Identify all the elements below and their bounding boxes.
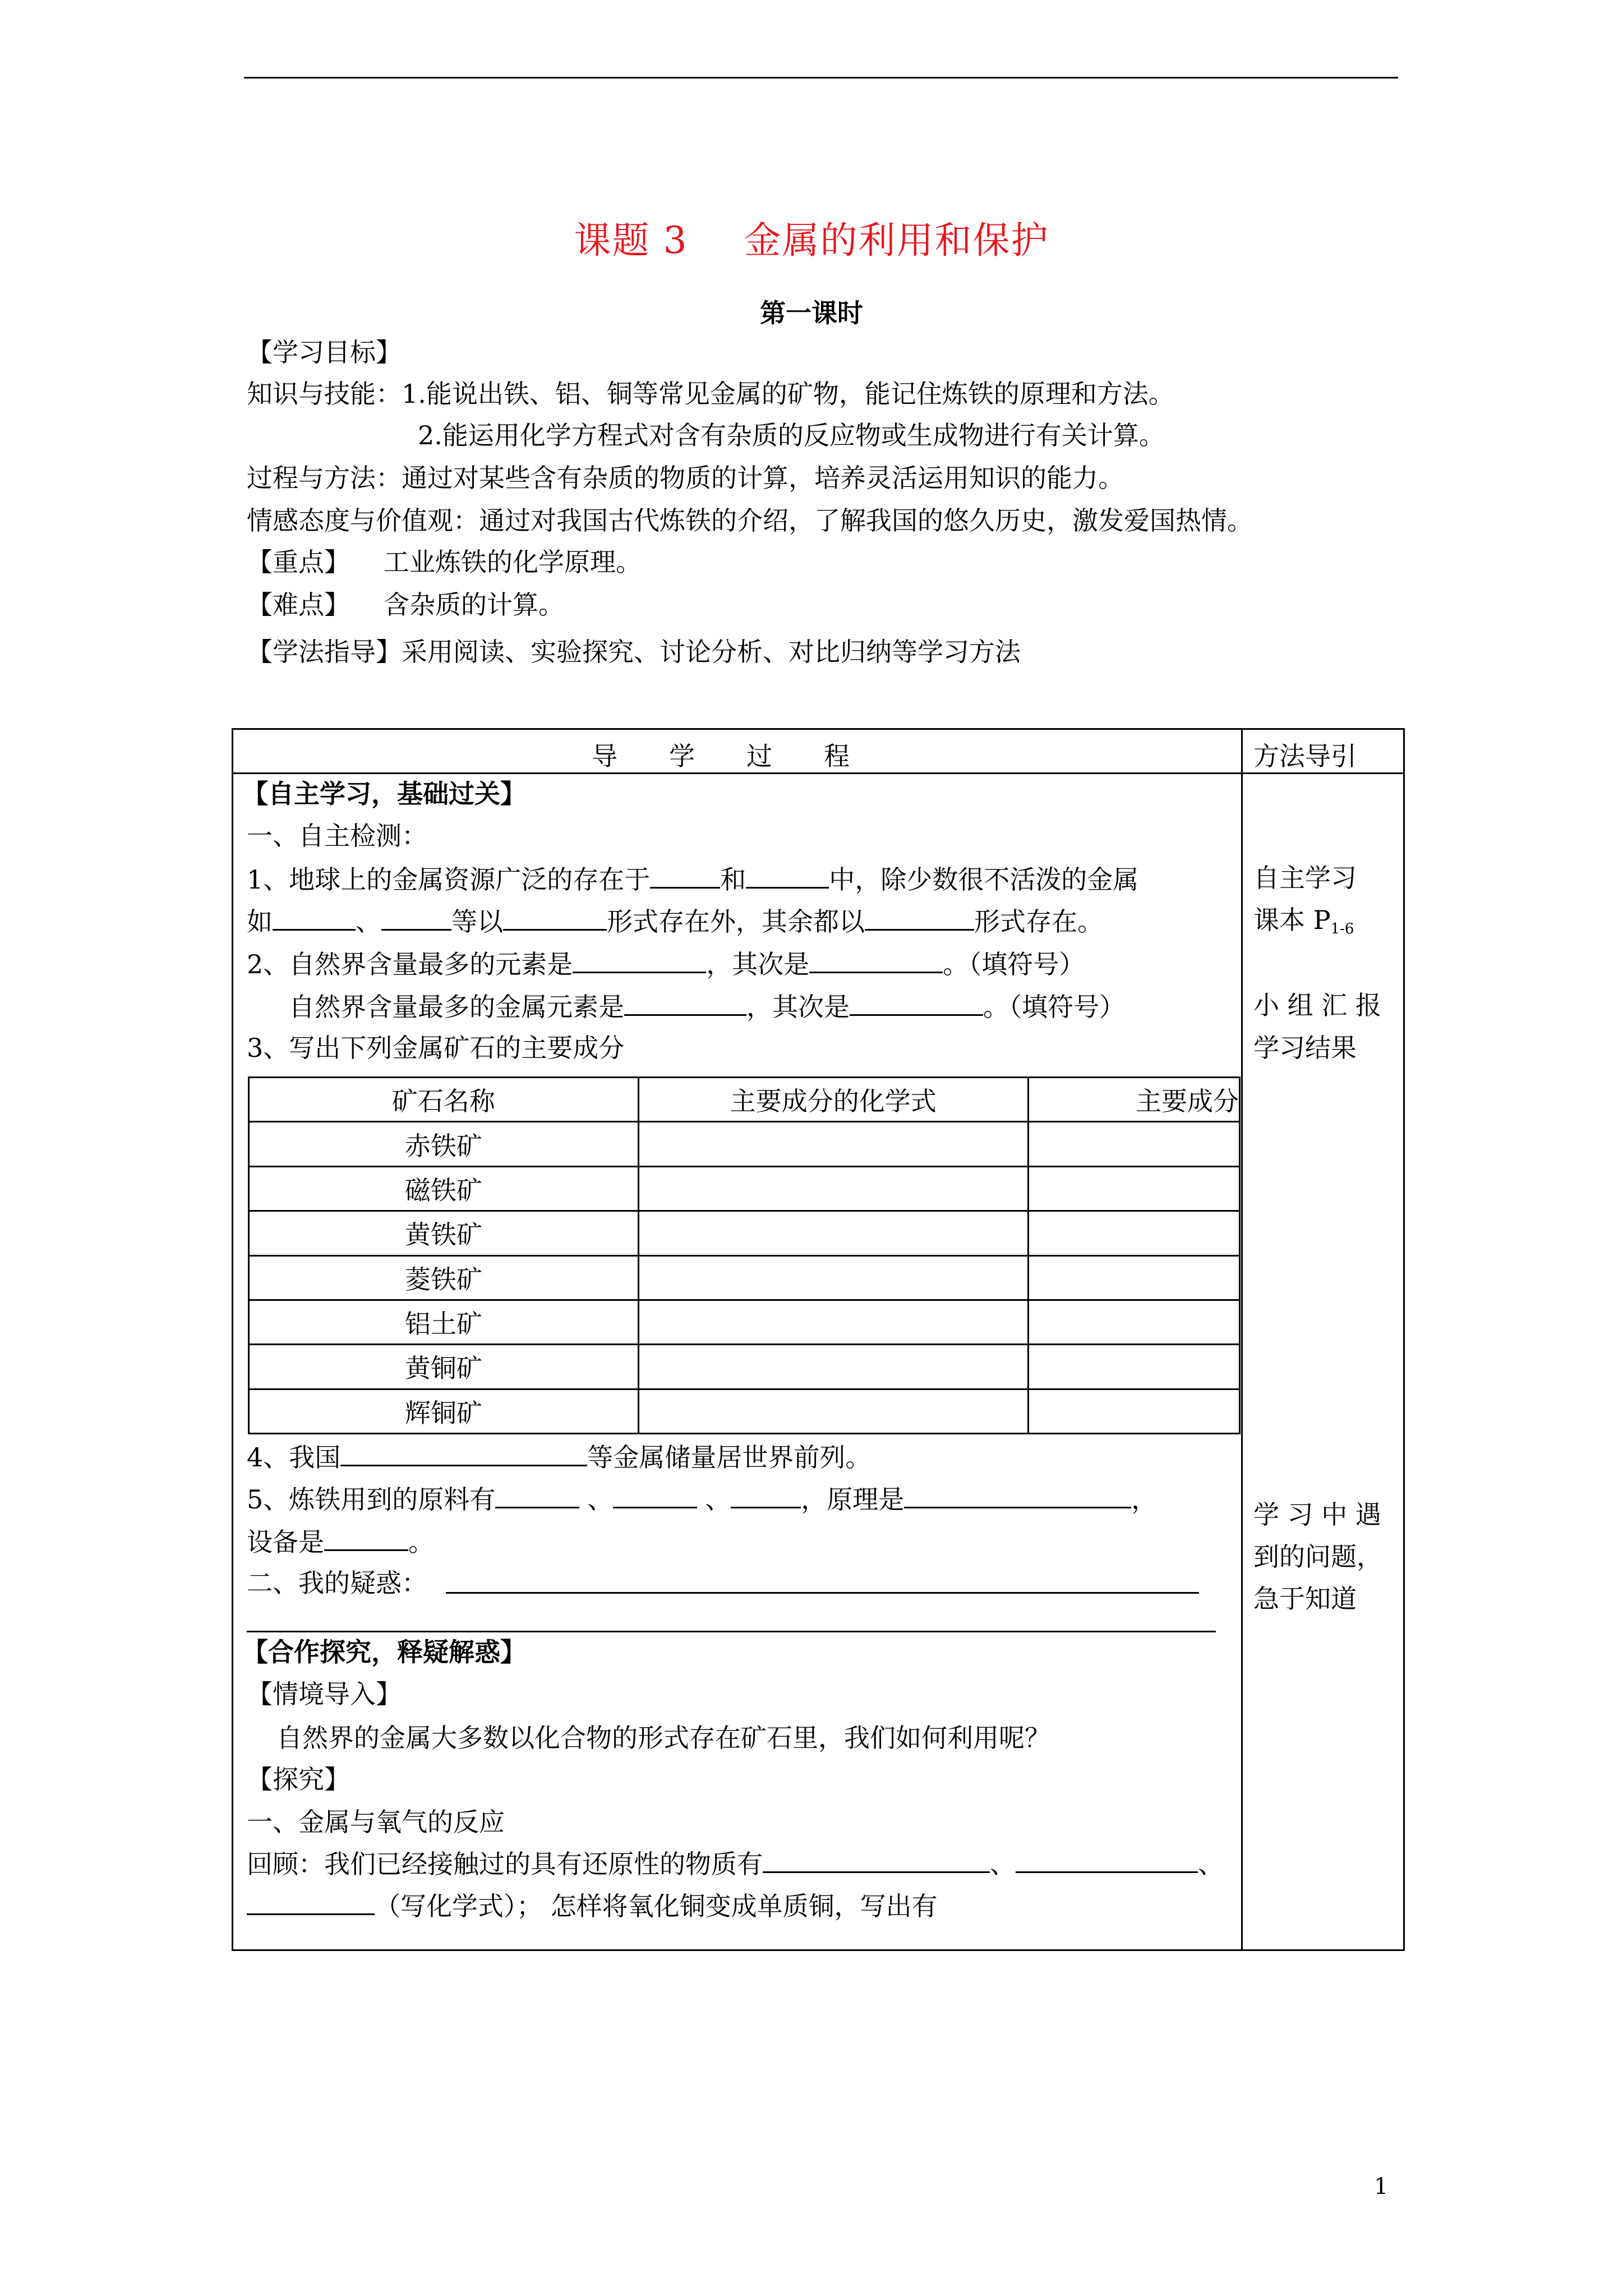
table-row [249,1122,1240,1166]
q5-blank-1[interactable] [495,1481,579,1508]
table-row [249,1211,1240,1255]
review-text-d: （写化学式）； 怎样将氧化铜变成单质铜，写出有 [375,1891,938,1921]
q4-text-b: 等金属储量居世界前列。 [587,1442,872,1473]
ore-formula-cell[interactable] [638,1345,1028,1389]
side-study-result: 学习结果 [1253,1033,1357,1063]
objective-knowledge-2: 2.能运用化学方程式对含有杂质的反应物或生成物进行有关计算。 [418,420,1165,450]
objective-process: 过程与方法：通过对某些含有杂质的物质的计算，培养灵活运用知识的能力。 [247,463,1124,493]
table-header-method: 方法导引 [1253,741,1357,771]
question-4 [247,1439,871,1474]
key-point-text: 工业炼铁的化学原理。 [384,547,642,577]
intro-label: 【情境导入】 [247,1679,402,1709]
q1-blank-2[interactable] [746,861,829,889]
review-line-1 [247,1847,1224,1881]
page-number: 1 [1374,2174,1389,2200]
review-line-2 [247,1889,938,1923]
review-blank-2[interactable] [1016,1849,1198,1873]
q2-blank-1[interactable] [573,946,706,973]
page-title [0,210,1623,264]
difficulty [247,588,564,622]
subtitle: 第一课时 [760,298,863,328]
q5-blank-5[interactable] [324,1524,408,1551]
q4-blank[interactable] [340,1439,587,1466]
doubt-blank-line-2[interactable] [247,1631,1216,1632]
intro-text: 自然界的金属大多数以化合物的形式存在矿石里，我们如何利用呢？ [276,1723,1050,1753]
q4-text-a: 4、我国 [247,1442,341,1473]
table-column-divider [1241,728,1243,1951]
q1-text-d: 如 [247,907,273,937]
q1-blank-5[interactable] [503,903,607,931]
q1-blank-6[interactable] [865,903,974,931]
table-row [249,1300,1240,1344]
ore-header-name: 矿石名称 [249,1078,639,1122]
q1-text-c: 中，除少数很不活泼的金属 [829,864,1139,895]
review-text-c: 、 [1198,1849,1224,1879]
ore-component-cell[interactable] [1028,1122,1239,1166]
q5-text-g: 。 [408,1527,434,1557]
q1-text-h: 形式存在。 [974,907,1103,937]
explore-section-1: 一、金属与氧气的反应 [247,1807,505,1837]
ore-name: 黄铁矿 [249,1211,639,1255]
ore-component-cell[interactable] [1028,1211,1239,1255]
ore-name: 铝土矿 [249,1300,639,1344]
side-group-report: 小 组 汇 报 [1253,990,1381,1020]
q1-text-g: 形式存在外，其余都以 [607,907,865,937]
q1-blank-4[interactable] [381,903,451,931]
question-5-line-2 [247,1524,434,1559]
ore-name: 辉铜矿 [249,1389,639,1433]
q2-blank-3[interactable] [624,988,746,1016]
q5-blank-3[interactable] [731,1481,801,1508]
side-problems-2: 到的问题， [1253,1542,1382,1572]
objective-knowledge-1: 知识与技能：1.能说出铁、铝、铜等常见金属的矿物，能记住炼铁的原理和方法。 [247,379,1174,409]
q2-text-f: 。（填符号） [983,992,1125,1022]
title-number: 课题 3 [574,219,688,262]
ore-component-cell[interactable] [1028,1389,1239,1433]
ore-formula-cell[interactable] [638,1211,1028,1255]
question-3: 3、写出下列金属矿石的主要成分 [247,1033,625,1063]
key-point-label: 【重点】 [247,547,350,577]
ore-header-formula: 主要成分的化学式 [638,1078,1028,1122]
side-textbook-pages: 1-6 [1330,921,1354,937]
doubt-blank-line-1[interactable] [446,1592,1199,1594]
question-2-line-1 [247,946,1085,981]
table-row [249,1345,1240,1389]
side-self-study: 自主学习 [1253,863,1357,893]
key-point [247,545,642,579]
ore-component-cell[interactable] [1028,1166,1239,1211]
header-rule [244,77,1398,79]
q2-text-e: ，其次是 [746,992,850,1022]
q5-text-b: 、 [587,1484,614,1515]
q5-blank-4[interactable] [904,1481,1131,1508]
ore-formula-cell[interactable] [638,1255,1028,1300]
q1-text-b: 和 [720,864,746,895]
difficulty-text: 含杂质的计算。 [384,590,564,620]
q1-text-a: 1、地球上的金属资源广泛的存在于 [247,864,651,895]
q1-blank-3[interactable] [273,903,356,931]
ore-name: 赤铁矿 [249,1122,639,1166]
q5-text-f: 设备是 [247,1527,324,1557]
q5-text-c: 、 [705,1484,731,1515]
q2-blank-2[interactable] [809,946,943,973]
question-2-line-2 [289,988,1125,1024]
difficulty-label: 【难点】 [247,590,350,620]
self-check-label: 一、自主检测： [247,821,427,851]
side-textbook-text: 课本 P [1253,905,1331,935]
table-row [249,1255,1240,1300]
ore-component-cell[interactable] [1028,1255,1239,1300]
ore-component-cell[interactable] [1028,1345,1239,1389]
ore-formula-cell[interactable] [638,1300,1028,1344]
ore-formula-cell[interactable] [638,1389,1028,1433]
review-blank-1[interactable] [763,1849,990,1873]
table-row [249,1389,1240,1433]
review-text-b: 、 [990,1849,1016,1879]
ore-formula-cell[interactable] [638,1166,1028,1211]
cooperation-heading: 【合作探究，释疑解惑】 [242,1637,526,1667]
ore-table [248,1076,1241,1434]
q2-text-a: 2、自然界含量最多的元素是 [247,949,573,979]
doubt-label: 二、我的疑惑： [247,1568,427,1598]
q5-blank-2[interactable] [613,1481,697,1508]
ore-name: 黄铜矿 [249,1345,639,1389]
q2-text-d: 自然界含量最多的金属元素是 [289,992,624,1022]
q2-text-b: ，其次是 [706,949,810,979]
question-1-line-2 [247,903,1103,938]
q2-text-c: 。（填符号） [943,949,1085,979]
objectives-heading: 【学习目标】 [247,337,402,367]
question-5-line-1 [247,1481,1157,1516]
question-1-line-1 [247,861,1138,896]
title-main: 金属的利用和保护 [744,219,1049,262]
ore-header-component: 主要成分 [1028,1078,1239,1122]
q1-blank-1[interactable] [650,861,720,889]
q1-text-e: 、 [356,907,381,937]
ore-formula-cell[interactable] [638,1122,1028,1166]
explore-label: 【探究】 [247,1764,350,1795]
review-text-a: 回顾：我们已经接触过的具有还原性的物质有 [247,1849,763,1879]
q2-blank-4[interactable] [850,988,983,1016]
ore-name: 菱铁矿 [249,1255,639,1300]
study-method: 【学法指导】采用阅读、实验探究、讨论分析、对比归纳等学习方法 [247,637,1021,667]
review-blank-3[interactable] [247,1891,375,1915]
objective-emotion: 情感态度与价值观：通过对我国古代炼铁的介绍，了解我国的悠久历史，激发爱国热情。 [247,505,1253,536]
ore-table-header-row [249,1078,1240,1122]
ore-name: 磁铁矿 [249,1166,639,1211]
q5-text-d: ，原理是 [801,1484,905,1515]
table-row [249,1166,1240,1211]
q5-text-a: 5、炼铁用到的原料有 [247,1484,496,1515]
ore-component-cell[interactable] [1028,1300,1239,1344]
self-study-heading: 【自主学习，基础过关】 [242,779,526,809]
side-textbook [1253,903,1354,946]
table-header-process: 导 学 过 程 [592,741,850,771]
side-problems-3: 急于知道 [1253,1584,1357,1614]
q1-text-f: 等以 [451,907,503,937]
q5-text-e: ， [1131,1484,1158,1515]
side-problems-1: 学 习 中 遇 [1253,1499,1381,1530]
